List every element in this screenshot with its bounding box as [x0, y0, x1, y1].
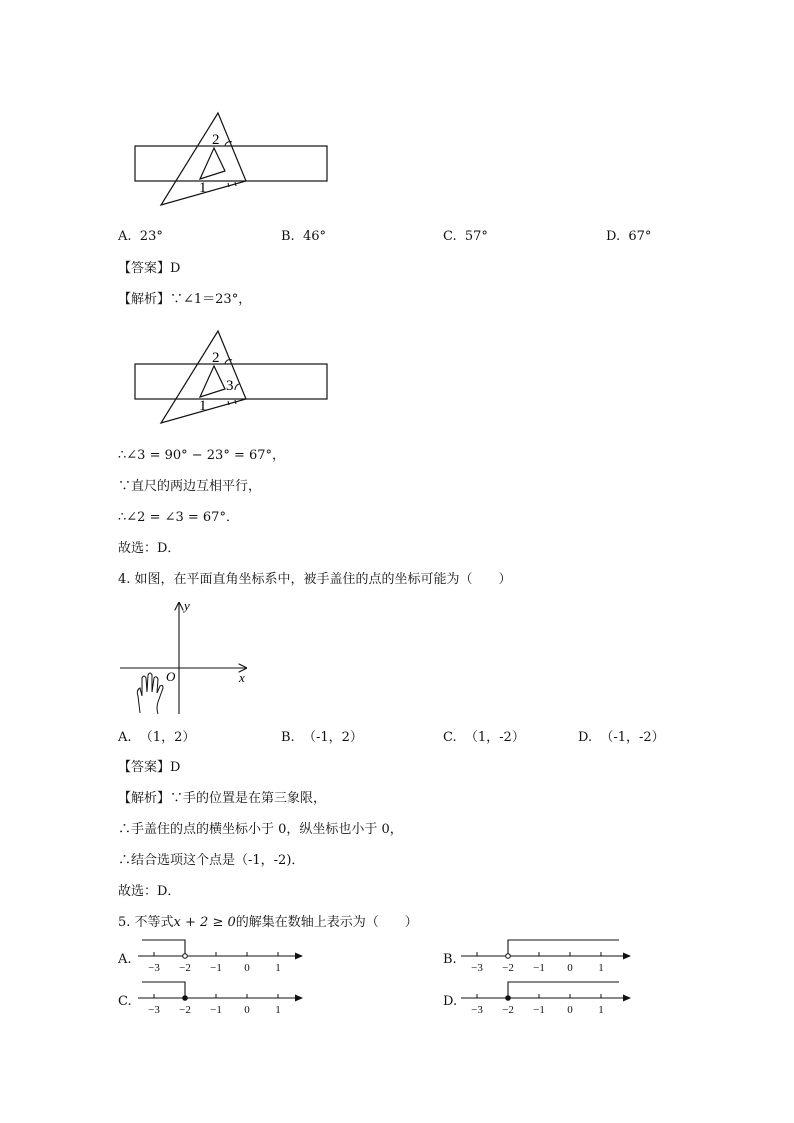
open-point: [506, 954, 511, 959]
q4-option-d: [578, 731, 665, 744]
ruler-rect: [135, 146, 327, 181]
tick-label: −3: [148, 1004, 160, 1016]
tick-label: 1: [598, 1004, 604, 1016]
closed-point: [183, 996, 188, 1001]
q3-option-d: [606, 230, 651, 243]
angle-label-1: 1: [199, 398, 207, 414]
q4-option-c: [443, 731, 525, 744]
solution-bracket: [142, 940, 185, 956]
q3-step-2: ∵直尺的两边互相平行，: [118, 479, 262, 494]
q4-step-1: 【解析】∵手的位置是在第三象限，: [118, 791, 327, 806]
tick-label: −2: [179, 1004, 191, 1016]
closed-point: [506, 996, 511, 1001]
q4-option-b: [281, 731, 363, 744]
tick-label: 0: [244, 962, 250, 974]
number-line-arrow: [623, 953, 631, 960]
x-axis-label: x: [239, 670, 245, 685]
q5-stem: [118, 916, 418, 929]
option-letter: C.: [443, 229, 457, 244]
option-text: 46°: [302, 229, 326, 244]
angle-label-2: 2: [212, 350, 220, 366]
tick-label: 1: [598, 962, 604, 974]
solution-bracket: [142, 982, 185, 998]
tick-label: −3: [148, 962, 160, 974]
q3-figure: [128, 108, 338, 212]
q5-stem-math: x + 2 ≥ 0: [173, 915, 236, 930]
q5-option-a-letter: A.: [118, 952, 132, 967]
hand-icon: [137, 673, 163, 714]
q5-option-c-letter: C.: [118, 994, 132, 1009]
q4-answer: 【答案】D: [118, 760, 181, 775]
number-line-arrow: [295, 995, 303, 1002]
q3-step-1: ∴∠3 = 90° − 23° = 67°，: [118, 448, 286, 463]
origin-label: O: [166, 669, 176, 684]
open-point: [183, 954, 188, 959]
tick-label: −2: [502, 962, 514, 974]
number-line-arrow: [623, 995, 631, 1002]
option-letter: D.: [606, 229, 621, 244]
q4-option-a: [118, 731, 195, 744]
y-axis-label: y: [184, 598, 190, 613]
solution-bracket: [508, 940, 619, 956]
q3-analysis-figure: [128, 326, 338, 430]
tick-label: −3: [471, 1004, 483, 1016]
tick-label: −1: [533, 962, 545, 974]
q5-number-line-d: [459, 978, 639, 1018]
q5-number-line-a: [136, 936, 311, 976]
option-text: （-1，-2）: [600, 730, 665, 745]
tick-label: 1: [275, 1004, 281, 1016]
q3-analysis-intro: 【解析】∵∠1＝23°，: [118, 292, 252, 307]
q3-option-a: [118, 230, 163, 243]
tick-label: −1: [210, 1004, 222, 1016]
option-letter: A.: [118, 730, 132, 745]
triangle-inner: [200, 148, 225, 179]
q3-option-c: [443, 230, 488, 243]
q4-step-2: ∴手盖住的点的横坐标小于 0，纵坐标也小于 0，: [118, 822, 403, 837]
tick-label: −1: [533, 1004, 545, 1016]
option-text: 57°: [464, 229, 488, 244]
option-letter: A.: [118, 229, 132, 244]
solution-bracket: [508, 982, 619, 998]
tick-label: −3: [471, 962, 483, 974]
q3-step-4: 故选：D．: [118, 541, 181, 556]
tick-label: −1: [210, 962, 222, 974]
q5-stem-suffix: 的解集在数轴上表示为（ ）: [235, 915, 418, 930]
tick-label: 0: [567, 962, 573, 974]
option-letter: D.: [578, 730, 593, 745]
number-line-arrow: [295, 953, 303, 960]
q4-step-3: ∴结合选项这个点是（-1，-2)．: [118, 853, 305, 868]
angle-label-2: 2: [212, 132, 220, 148]
option-letter: B.: [281, 730, 295, 745]
q3-answer: 【答案】D: [118, 261, 181, 276]
option-letter: B.: [281, 229, 295, 244]
q4-coordinate-graph: [118, 598, 258, 718]
q4-step-4: 故选：D．: [118, 884, 181, 899]
tick-label: −2: [179, 962, 191, 974]
option-text: （-1，2）: [302, 730, 363, 745]
option-text: （1，-2）: [464, 730, 525, 745]
q4-stem: 4. 如图，在平面直角坐标系中，被手盖住的点的坐标可能为（ ）: [118, 572, 512, 587]
q5-stem-prefix: 5. 不等式: [118, 915, 174, 930]
option-text: （1，2）: [139, 730, 196, 745]
tick-label: 0: [567, 1004, 573, 1016]
option-text: 23°: [139, 229, 163, 244]
q5-option-b-letter: B.: [443, 952, 457, 967]
q5-number-line-b: [459, 936, 639, 976]
angle-label-3: 3: [226, 378, 234, 394]
tick-label: −2: [502, 1004, 514, 1016]
q3-option-b: [281, 230, 326, 243]
option-text: 67°: [628, 229, 652, 244]
tick-label: 0: [244, 1004, 250, 1016]
tick-label: 1: [275, 962, 281, 974]
angle-label-1: 1: [199, 180, 207, 196]
q5-option-d-letter: D.: [443, 994, 458, 1009]
q5-number-line-c: [136, 978, 311, 1018]
q3-step-3: ∴∠2 = ∠3 = 67°．: [118, 510, 239, 525]
option-letter: C.: [443, 730, 457, 745]
